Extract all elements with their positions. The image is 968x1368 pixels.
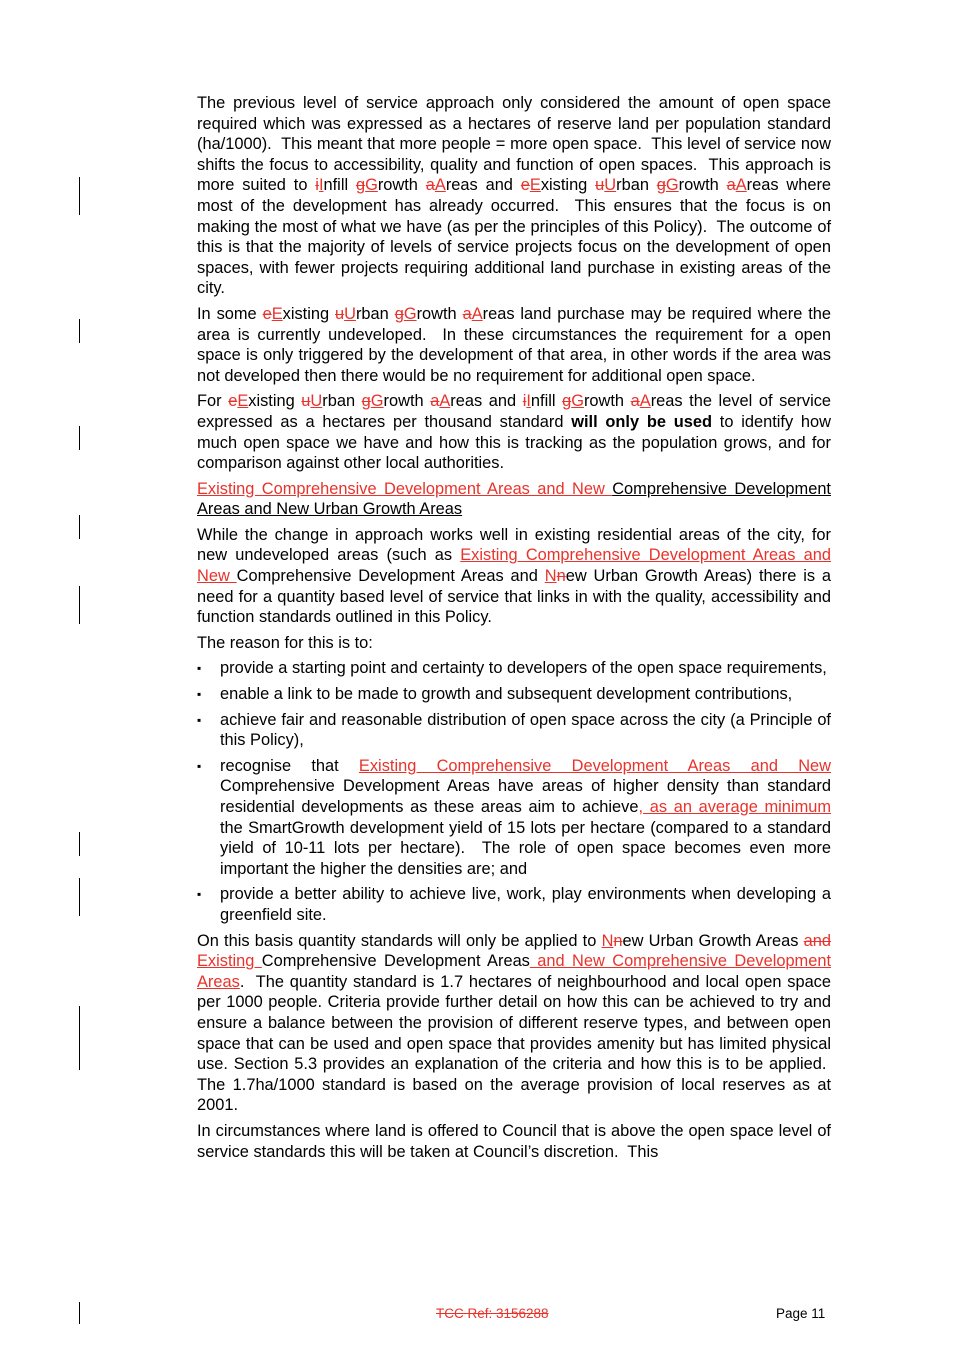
bullet-icon: ▪ [197, 712, 202, 727]
paragraph: In circumstances where land is offered to Council that is above the open space level of service standards this will be taken at Council’s discretion. This [197, 1121, 831, 1161]
revision-bar [79, 1302, 80, 1324]
revision-bar [79, 1006, 80, 1070]
bullet-icon: ▪ [197, 887, 202, 902]
reason-list [197, 658, 831, 925]
list-item: ▪ enable a link to be made to growth and subsequent development contributions, [197, 685, 793, 704]
paragraph: On this basis quantity standards will only be applied to Nnew Urban Growth Areas and Existing Comprehensive Development Areas and New Comprehensive Development Areas. The quantity standard is 1.7 hectares of neighbourhood and local open space per 1000 people. Criteria provide further detail on how this can be achieved to try and ensure a balance between the provision of different reserve types, and between open space that can be used and open space that provides amenity but has limited physical use. Section 5.3 provides an explanation of the criteria and how this is to be applied. The 1.7ha/1000 standard is based on the average provision of local reserves as at 2001. [197, 931, 832, 1115]
bullet-icon: ▪ [197, 661, 202, 676]
revision-bar [79, 878, 80, 916]
list-item: ▪ recognise that Existing Comprehensive Development Areas and New Comprehensive Development Areas have areas of higher density than standard residential developments as these areas aim to achieve, as an average minimum the SmartGrowth development yield of 15 lots per hectare (compared to a standard yield of 10-11 lots per hectare). The role of open space becomes even more important the higher the densities are; and [197, 756, 832, 878]
paragraph: For eExisting uUrban gGrowth aAreas and iInfill gGrowth aAreas the level of service expressed as a hectares per thousand standard will only be used to identify how much open space we have and how this is tracking as the population grows, and for comparison against other local authorities. [197, 392, 832, 473]
revision-bar [79, 586, 80, 624]
revision-bar [79, 177, 80, 215]
paragraph: The previous level of service approach only considered the amount of open space required which was expressed as a hectares of reserve land per population standard (ha/1000). This meant that more people = more open space. This level of service now shifts the focus to accessibility, quality and function of open spaces. This approach is more suited to iInfill gGrowth aAreas and eExisting uUrban gGrowth aAreas where most of the development has already occurred. This ensures that the focus is on making the most of what we have (as per the principles of this Policy). The outcome of this is that the majority of levels of service projects focus on the development of open spaces, with fewer projects requiring additional land purchase in existing areas of the city. [197, 94, 832, 298]
page-number: Page 11 [776, 1306, 826, 1321]
list-item: ▪ achieve fair and reasonable distribution of open space across the city (a Principle of this Policy), [197, 710, 831, 750]
revision-bar [79, 832, 80, 856]
bullet-icon: ▪ [197, 687, 202, 702]
footer-reference: TCC Ref: 3156288 [436, 1306, 549, 1321]
revision-bar [79, 319, 80, 343]
list-item: ▪ provide a starting point and certainty to developers of the open space requirements, [197, 659, 827, 678]
document-body [197, 93, 831, 1167]
bullet-icon: ▪ [197, 758, 202, 773]
revision-bar [79, 426, 80, 450]
section-heading: Existing Comprehensive Development Areas and New Comprehensive Development Areas and New Urban Growth Areas [197, 479, 831, 519]
paragraph: In some eExisting uUrban gGrowth aAreas land purchase may be required where the area is currently undeveloped. In these circumstances the requirement for a open space is only triggered by the development of that area, in other words if the area was not developed then there would be no requirement for additional open space. [197, 304, 832, 385]
paragraph: The reason for this is to: [197, 633, 373, 652]
paragraph: While the change in approach works well in existing residential areas of the city, for new undeveloped areas (such as Existing Comprehensive Development Areas and New Comprehensive Development Areas and Nnew Urban Growth Areas) there is a need for a quantity based level of service that links in with the quality, accessibility and function standards outlined in this Policy. [197, 525, 832, 627]
list-item: ▪ provide a better ability to achieve live, work, play environments when developing a greenfield site. [197, 885, 831, 924]
revision-bar [79, 515, 80, 539]
